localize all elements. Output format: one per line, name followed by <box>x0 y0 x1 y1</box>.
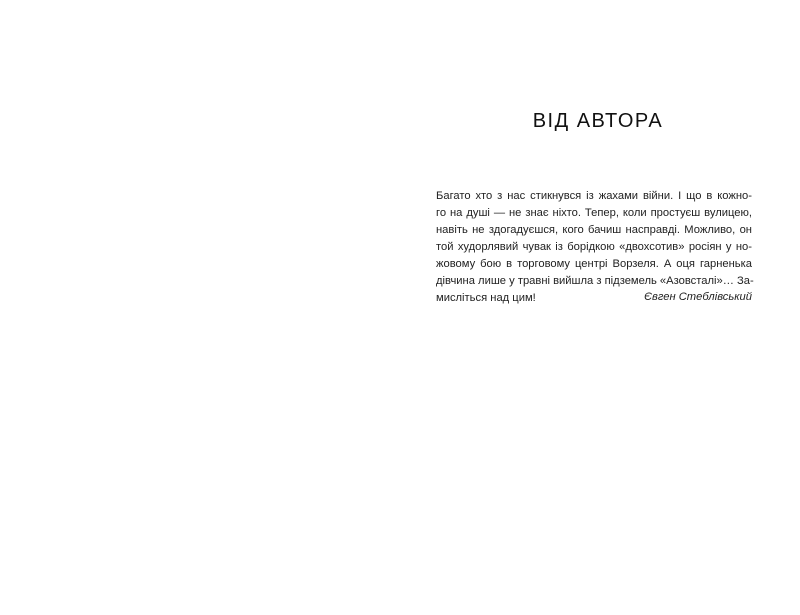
foreword-paragraph <box>436 188 752 307</box>
paragraph-line: жовому бою в торговому центрі Ворзеля. А оця гарненька <box>436 258 752 270</box>
paragraph-line: дівчина лише у травні вийшла з підземель «Азовсталі»… За- <box>436 275 754 287</box>
paragraph-line: той худорлявий чувак із борідкою «двохсотив» росіян у но- <box>436 241 752 253</box>
paragraph-line: мисліться над цим! <box>436 292 536 304</box>
paragraph-line: Багато хто з нас стикнувся із жахами війни. І що в кожно- <box>436 190 752 202</box>
right-page <box>400 0 800 615</box>
chapter-title: ВІД АВТОРА <box>532 110 664 132</box>
paragraph-line: навіть не здогадуєшся, кого бачиш насправді. Можливо, он <box>436 224 752 236</box>
paragraph-line: го на душі — не знає ніхто. Тепер, коли простуєш вулицею, <box>436 207 752 219</box>
author-signature: Євген Стеблівський <box>644 291 752 303</box>
